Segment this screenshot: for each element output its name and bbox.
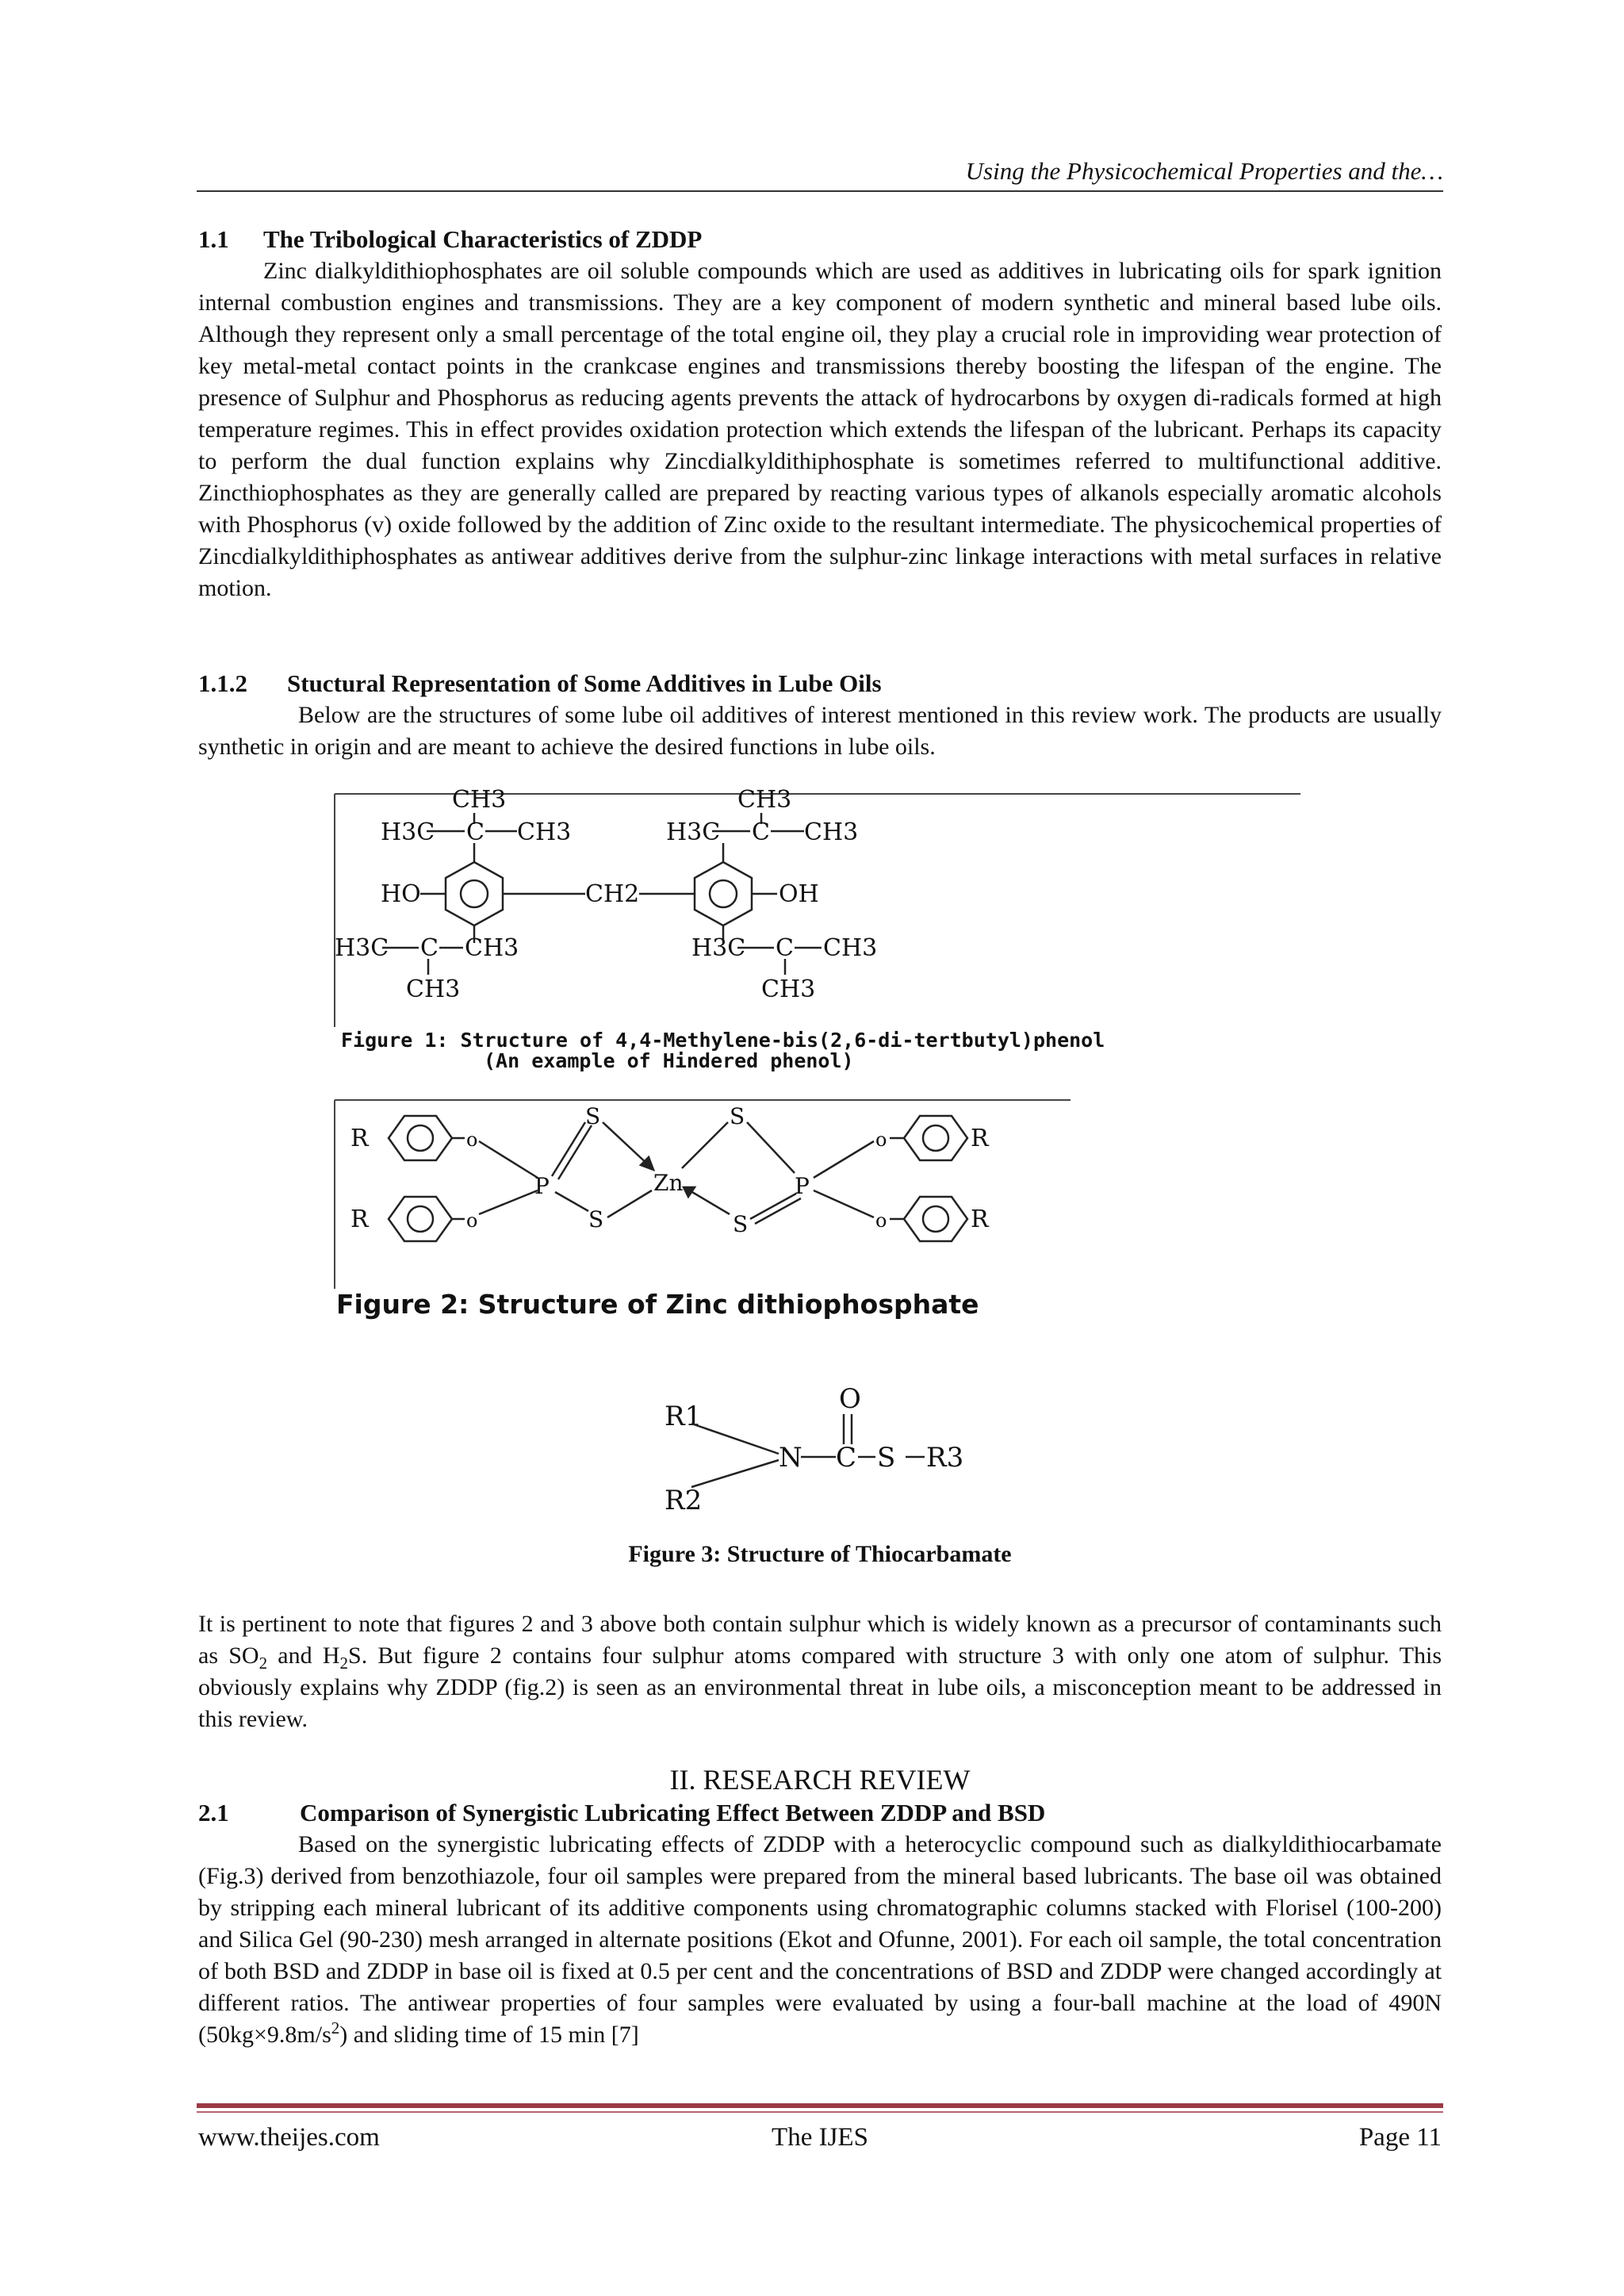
label-ch3: CH3 bbox=[761, 976, 816, 1003]
header-rule bbox=[197, 190, 1443, 192]
text-part: S. But figure 2 contains four sulphur atoms compared with structure 3 with only one atom of sulphur. This obviously explains why ZDDP (fig.2) is seen as an environmental threat in lube oils, a misconception meant to be addressed in this review. bbox=[198, 1642, 1442, 1732]
label-s: S bbox=[730, 1103, 745, 1129]
label-o: o bbox=[875, 1209, 887, 1232]
running-head: Using the Physicochemical Properties and the… bbox=[965, 157, 1443, 185]
footer bbox=[198, 2118, 1442, 2157]
label-ch3: CH3 bbox=[465, 934, 519, 962]
section-1-1 bbox=[198, 224, 1442, 604]
label-s: S bbox=[588, 1206, 604, 1232]
section-title: II. RESEARCH REVIEW bbox=[669, 1764, 971, 1796]
section-title: Comparison of Synergistic Lubricating Effect Between ZDDP and BSD bbox=[300, 1799, 1046, 1826]
label-h3c: H3C bbox=[381, 818, 435, 846]
label-h3c: H3C bbox=[691, 934, 746, 962]
label-r: R bbox=[971, 1125, 989, 1152]
section-II bbox=[198, 1762, 1442, 1797]
label-zn: Zn bbox=[653, 1170, 684, 1196]
section-heading bbox=[198, 1797, 1442, 1829]
label-p: P bbox=[795, 1173, 810, 1199]
label-r1: R1 bbox=[665, 1401, 703, 1432]
figure-2-caption: Figure 2: Structure of Zinc dithiophosphate bbox=[336, 1289, 979, 1320]
footer-journal: The IJES bbox=[772, 2123, 868, 2152]
label-ch3: CH3 bbox=[406, 976, 461, 1003]
paragraph: Below are the structures of some lube oil additives of interest mentioned in this review work. The products are usually synthetic in origin and are meant to achieve the desired functions in lube oils. bbox=[198, 702, 1442, 760]
label-r3: R3 bbox=[926, 1442, 964, 1474]
label-ch3: CH3 bbox=[804, 818, 859, 846]
label-r: R bbox=[350, 1205, 369, 1233]
figure-3 bbox=[660, 1384, 993, 1527]
footer-website: www.theijes.com bbox=[198, 2123, 380, 2152]
label-r2: R2 bbox=[665, 1485, 703, 1516]
superscript: 2 bbox=[331, 2018, 340, 2037]
section-heading bbox=[198, 668, 1442, 700]
label-c: C bbox=[466, 818, 485, 846]
text-part: It is pertinent to note that figures 2 and 3 above both contain sulphur which is widely known as a precursor of contaminants such as SO bbox=[198, 1611, 1442, 1669]
figure-3-structure bbox=[660, 1384, 993, 1527]
subscript: 2 bbox=[339, 1654, 349, 1673]
label-r: R bbox=[971, 1205, 989, 1233]
label-o: o bbox=[875, 1129, 887, 1151]
subscript: 2 bbox=[259, 1654, 268, 1673]
section-number: 1.1 bbox=[198, 225, 229, 253]
label-ch3: CH3 bbox=[823, 934, 878, 962]
figure-3-caption: Figure 3: Structure of Thiocarbamate bbox=[628, 1541, 1012, 1567]
figure-2-structure bbox=[333, 1098, 1078, 1289]
section-number: 2.1 bbox=[198, 1799, 229, 1826]
section-1-1-2 bbox=[198, 668, 1442, 763]
label-s: S bbox=[733, 1211, 749, 1237]
figure-1-caption: Figure 1: Structure of 4,4-Methylene-bis(2,6-di-tertbutyl)phenol bbox=[341, 1029, 1105, 1052]
figure-1-caption-sub: (An example of Hindered phenol) bbox=[484, 1049, 854, 1072]
label-o: O bbox=[839, 1384, 861, 1415]
label-ho: HO bbox=[381, 880, 421, 908]
section-heading bbox=[198, 224, 1442, 255]
label-h3c: H3C bbox=[335, 934, 389, 962]
label-p: P bbox=[534, 1173, 550, 1199]
label-o: o bbox=[466, 1129, 478, 1151]
section-title: The Tribological Characteristics of ZDDP bbox=[263, 225, 703, 253]
footer-rule bbox=[197, 2103, 1443, 2108]
footer-page-number: Page 11 bbox=[1358, 2123, 1442, 2152]
paragraph bbox=[198, 1608, 1442, 1735]
label-o: o bbox=[466, 1209, 478, 1232]
paragraph bbox=[198, 1829, 1442, 2051]
paragraph: Zinc dialkyldithiophosphates are oil soluble compounds which are used as additives in lubricating oils for spark ignition internal combustion engines and transmissions. They are a key component of modern synthetic and mineral based lube oils. Although they represent only a small percentage of the total engine oil, they play a crucial role in improviding wear protection of key metal-metal contact points in the crankcase engines and transmissions thereby boosting the lifespan of the engine. The presence of Sulphur and Phosphorus as reducing agents prevents the attack of hydrocarbons by oxygen di-radicals formed at high temperature regimes. This in effect provides oxidation protection which extends the lifespan of the lubricant. Perhaps its capacity to perform the dual function explains why Zincdialkyldithiphosphate is sometimes referred to multifunctional additive. Zincthiophosphates as they are generally called are prepared by reacting various types of alkanols especially aromatic alcohols with Phosphorus (v) oxide followed by the addition of Zinc oxide to the resultant intermediate. The physicochemical properties of Zincdialkyldithiphosphates as antiwear additives derive from the sulphur-zinc linkage interactions with metal surfaces in relative motion. bbox=[198, 258, 1442, 601]
text-part: and H bbox=[267, 1642, 340, 1669]
text-part: Based on the synergistic lubricating effects of ZDDP with a heterocyclic compound such as dialkyldithiocarbamate (Fig.3) derived from benzothiazole, four oil samples were prepared from the mineral based lubricants. The base oil was obtained by stripping each mineral lubricant of its additive components using chromatographic columns stacked with Florisel (100-200) and Silica Gel (90-230) mesh arranged in alternate positions (Ekot and Ofunne, 2001). For each oil sample, the total concentration of both BSD and ZDDP in base oil is fixed at 0.5 per cent and the concentrations of BSD and ZDDP were changed accordingly at different ratios. The antiwear properties of four samples were evaluated by using a four-ball machine at the load of 490N (50kg×9.8m/s bbox=[198, 1831, 1442, 2048]
label-r: R bbox=[350, 1125, 369, 1152]
section-title: Stuctural Representation of Some Additives in Lube Oils bbox=[287, 669, 882, 697]
label-ch3: CH3 bbox=[452, 789, 507, 814]
paragraph-sulphur bbox=[198, 1608, 1442, 1735]
label-c: C bbox=[420, 934, 439, 962]
figure-1-structure bbox=[333, 789, 1308, 1027]
label-ch3: CH3 bbox=[517, 818, 572, 846]
label-ch2: CH2 bbox=[585, 880, 640, 908]
figure-1 bbox=[333, 789, 1308, 1075]
label-n: N bbox=[779, 1442, 802, 1474]
text-part: ) and sliding time of 15 min [7] bbox=[339, 2022, 639, 2048]
footer-rule-thin bbox=[197, 2111, 1443, 2113]
label-c: C bbox=[776, 934, 794, 962]
label-oh: OH bbox=[779, 880, 819, 908]
figure-2 bbox=[333, 1098, 1078, 1336]
label-h3c: H3C bbox=[666, 818, 721, 846]
label-c: C bbox=[752, 818, 770, 846]
section-2-1 bbox=[198, 1797, 1442, 2051]
label-c: C bbox=[836, 1442, 857, 1474]
section-number: 1.1.2 bbox=[198, 669, 247, 697]
label-s: S bbox=[877, 1442, 896, 1474]
label-s: S bbox=[585, 1103, 601, 1129]
label-ch3: CH3 bbox=[737, 789, 792, 814]
